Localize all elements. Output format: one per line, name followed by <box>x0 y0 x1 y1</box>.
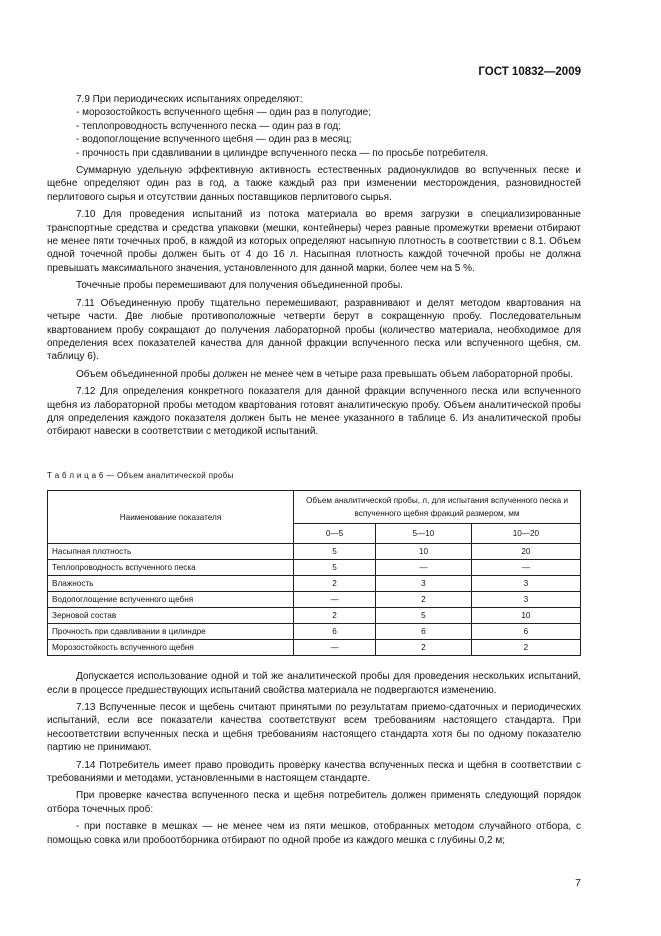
col-header-fraction: 5—10 <box>376 524 472 544</box>
col-header-name: Наименование показателя <box>48 491 294 544</box>
col-header-fraction: 10—20 <box>471 524 580 544</box>
row-name: Насыпная плотность <box>48 544 294 560</box>
section-7-13-text: 7.13 Вспученные песок и щебень считают принятыми по результатам приемо-сдаточных и периодических испытаний, если все показатели качества соответствуют всем требованиям настоящего стандарта. При несоответствии вспученных песка и щебня требованиям настоящего стандарта хотя бы по одному показателю партию не принимают. <box>47 701 581 754</box>
row-name: Прочность при сдавливании в цилиндре <box>48 624 294 640</box>
cell-value: 5 <box>376 608 472 624</box>
standard-header: ГОСТ 10832—2009 <box>478 66 581 78</box>
cell-value: — <box>294 640 376 656</box>
cell-value: 6 <box>471 624 580 640</box>
table-row <box>48 592 581 608</box>
section-7-9-intro: 7.9 При периодических испытаниях определяют: <box>76 94 303 105</box>
col-header-fraction: 0—5 <box>294 524 376 544</box>
cell-value: 20 <box>471 544 580 560</box>
list-item: - морозостойкость вспученного щебня — один раз в полугодие; <box>76 107 372 119</box>
cell-value: — <box>294 592 376 608</box>
section-7-11-note: Объем объединенной пробы должен не менее чем в четыре раза превышать объем лабораторной пробы. <box>76 368 573 380</box>
analytical-sample-table <box>47 490 581 656</box>
list-item: - теплопроводность вспученного песка — один раз в год; <box>76 120 341 132</box>
section-7-11-text: 7.11 Объединенную пробу тщательно перемешивают, разравнивают и делят методом квартования на четыре части. Две любые противоположные четверти берут в сокращенную пробу. Последовательным квартованием пробу сокращают до получения лабораторной пробы (количество материала, необходимое для определения всех показателей качества для данной фракции вспученного песка или вспученного щебня, см. таблицу 6). <box>47 297 581 363</box>
cell-value: 3 <box>471 576 580 592</box>
cell-value: 5 <box>294 544 376 560</box>
row-name: Зерновой состав <box>48 608 294 624</box>
section-7-14-para2: При проверке качества вспученного песка и щебня потребитель должен применять следующий порядок отбора точечных проб: <box>47 790 581 815</box>
table-row <box>48 608 581 624</box>
section-7-14-text: 7.14 Потребитель имеет право проводить проверку качества вспученных песка и щебня в соответствии с требованиями и методами, установленными в настоящем стандарте. <box>47 759 581 784</box>
section-7-10-text: 7.10 Для проведения испытаний из потока материала во время загрузки в специализированные транспортные средства и средства упаковки (мешки, контейнеры) через равные промежутки времени отбирают не менее пяти точечных проб, в каждой из которых определяют насыпную плотность в соответствии с 8.1. Объем одной точечной пробы должен быть от 4 до 16 л. Насыпная плотность каждой точечной пробы не должна превышать максимального значения, установленного для данной марки, более чем на 5 %. <box>47 209 581 274</box>
section-7-14-item1: - при поставке в мешках — не менее чем из пяти мешков, отобранных методом случайного отбора, с помощью совка или пробоотборника отбирают по одной пробе из каждого мешка с глубины 0,2 м; <box>47 821 581 846</box>
section-7-10-note: Точечные пробы перемешивают для получения объединенной пробы. <box>76 280 403 292</box>
page-number: 7 <box>575 877 581 889</box>
section-7-9-paragraph: Суммарную удельную эффективную активность естественных радионуклидов во вспученных песке и щебне определяют один раз в год, а также каждый раз при изменении месторождения, разновидностей перлитового сырья и отсутствии данных поставщиков перлитового сырья. <box>47 165 581 203</box>
row-name: Морозостойкость вспученного щебня <box>48 640 294 656</box>
cell-value: 10 <box>471 608 580 624</box>
cell-value: 2 <box>294 576 376 592</box>
table-row <box>48 640 581 656</box>
table-caption: Т а б л и ц а 6 — Объем аналитической пробы <box>47 470 234 480</box>
cell-value: 6 <box>376 624 472 640</box>
cell-value: — <box>376 560 472 576</box>
cell-value: 2 <box>471 640 580 656</box>
cell-value: 2 <box>294 608 376 624</box>
cell-value: 3 <box>471 592 580 608</box>
section-7-12-text: 7.12 Для определения конкретного показателя для данной фракции вспученного песка или вспученного щебня из лабораторной пробы методом квартования готовят аналитическую пробу. Объем аналитической пробы для определения каждого показателя должен быть не менее указанного в таблице 6. Из аналитической пробы отбирают навески в соответствии с методикой испытаний. <box>47 386 581 438</box>
cell-value: 10 <box>376 544 472 560</box>
cell-value: 2 <box>376 592 472 608</box>
row-name: Теплопроводность вспученного песка <box>48 560 294 576</box>
cell-value: 5 <box>294 560 376 576</box>
table-row <box>48 576 581 592</box>
list-item: - водопоглощение вспученного щебня — один раз в месяц; <box>76 134 352 146</box>
cell-value: — <box>471 560 580 576</box>
row-name: Водопоглощение вспученного щебня <box>48 592 294 608</box>
table-row <box>48 560 581 576</box>
cell-value: 3 <box>376 576 472 592</box>
page-content <box>47 93 581 851</box>
list-item: - прочность при сдавливании в цилиндре вспученного песка — по просьбе потребителя. <box>76 147 489 159</box>
cell-value: 2 <box>376 640 472 656</box>
row-name: Влажность <box>48 576 294 592</box>
cell-value: 6 <box>294 624 376 640</box>
col-header-group: Объем аналитической пробы, л, для испытания вспученного песка и вспученного щебня фракций размером, мм <box>294 491 581 524</box>
table-row <box>48 544 581 560</box>
after-table-text: Допускается использование одной и той же аналитической пробы для проведения нескольких испытаний, если в процессе предшествующих испытаний свойства материала не подвергаются изменению. <box>47 671 581 696</box>
table-row <box>48 624 581 640</box>
